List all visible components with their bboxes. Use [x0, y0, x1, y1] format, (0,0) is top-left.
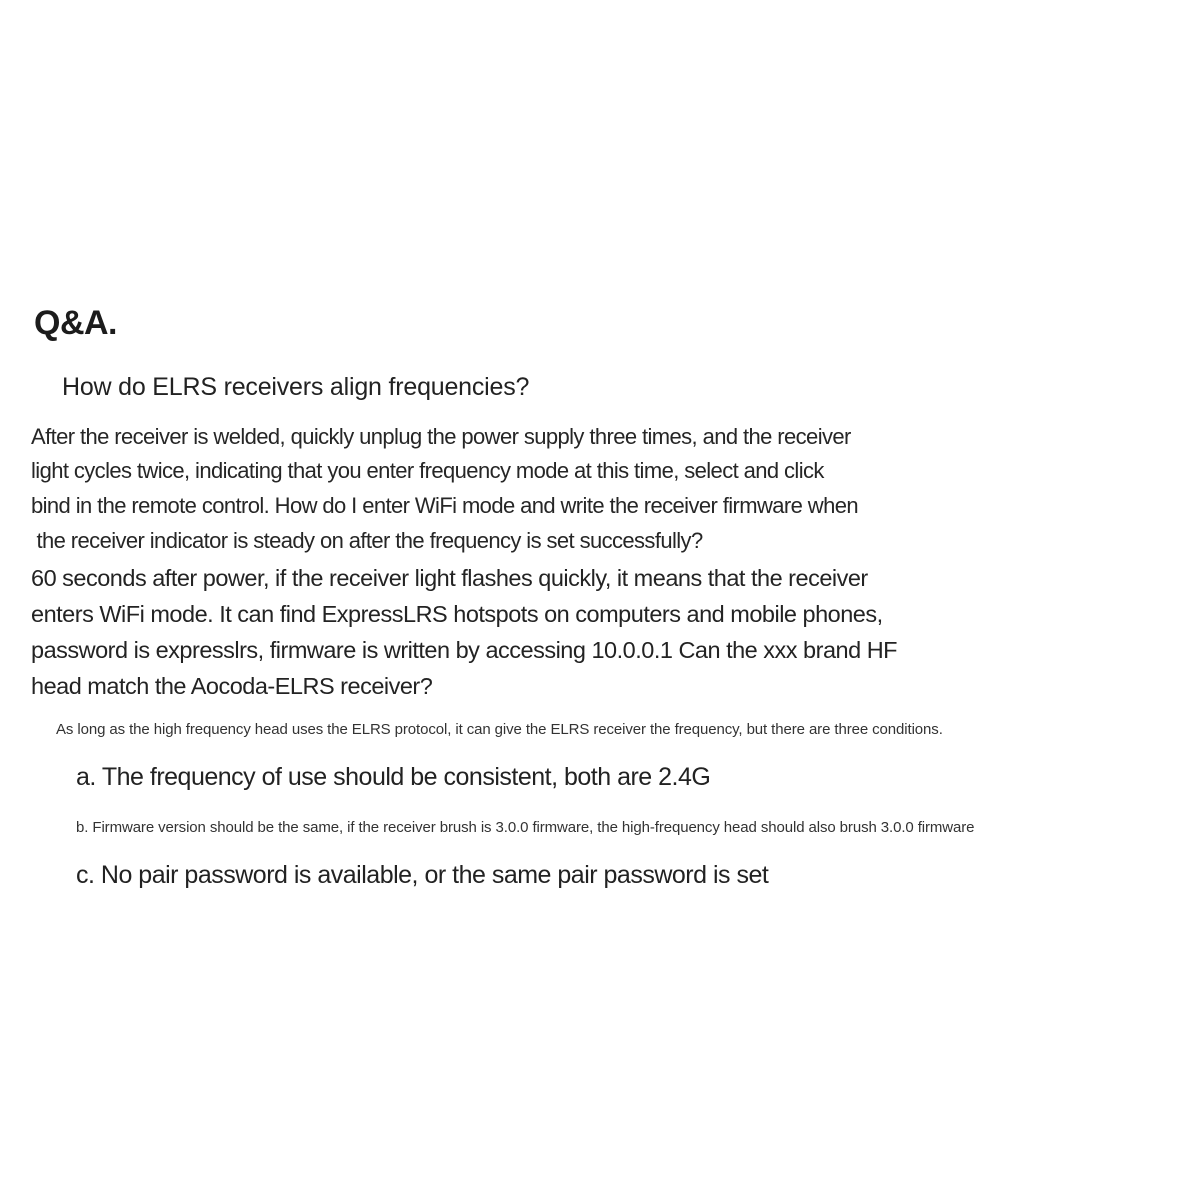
- condition-item-b: b. Firmware version should be the same, if the receiver brush is 3.0.0 firmware, the high-frequency head should also brush 3.0.0 firmware: [76, 819, 975, 836]
- answer-1-line: bind in the remote control. How do I enter WiFi mode and write the receiver firmware when: [31, 493, 858, 518]
- answer-1-line: light cycles twice, indicating that you enter frequency mode at this time, select and click: [31, 458, 824, 483]
- question-heading: How do ELRS receivers align frequencies?: [62, 373, 530, 401]
- answer-2-line: enters WiFi mode. It can find ExpressLRS hotspots on computers and mobile phones,: [31, 601, 883, 627]
- page-title: Q&A.: [34, 304, 117, 342]
- answer-2-line: password is expresslrs, firmware is written by accessing 10.0.0.1 Can the xxx brand HF: [31, 637, 898, 663]
- answer-2-line: 60 seconds after power, if the receiver light flashes quickly, it means that the receiver: [31, 565, 868, 591]
- answer-2-line: head match the Aocoda-ELRS receiver?: [31, 673, 433, 699]
- conditions-intro: As long as the high frequency head uses the ELRS protocol, it can give the ELRS receiver the frequency, but there are three conditions.: [56, 721, 943, 738]
- answer-1-line: the receiver indicator is steady on after the frequency is set successfully?: [31, 528, 703, 553]
- answer-1-line: After the receiver is welded, quickly unplug the power supply three times, and the receiver: [31, 424, 851, 449]
- condition-item-a: a. The frequency of use should be consistent, both are 2.4G: [76, 763, 711, 791]
- condition-item-c: c. No pair password is available, or the same pair password is set: [76, 861, 769, 889]
